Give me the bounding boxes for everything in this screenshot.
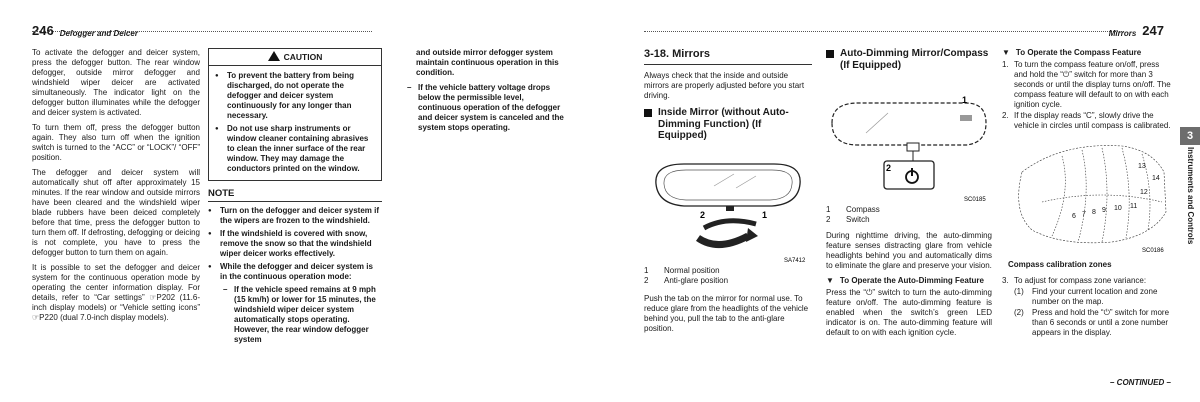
figure-code: SA7412 [784,257,806,264]
compass-steps [1002,60,1172,131]
caution-list [209,66,381,180]
auto-dimming-figure [826,71,992,205]
left-col-1 [32,48,200,328]
compass-substeps [1002,287,1172,338]
figure-label: 2 [886,163,892,173]
note-list [208,206,382,282]
defogger-paragraph-1: To activate the defogger and deicer system, press the defogger button. The rear window defogger, outside mirror defogger and windshield wiper deicer are activated simultaneously. The indicator light on the defogger button illuminates while the defogger and deicer system is activated. [32,48,200,117]
right-header-rule [644,31,1124,32]
compass-zone-map [1002,132,1172,256]
right-running-header [1109,18,1164,38]
auto-dimming-mirror-illustration [826,73,992,205]
compass-zone-map-illustration [1002,132,1172,256]
right-col-1 [644,48,812,339]
left-running-header [32,18,138,38]
note-subitem-b: – If the vehicle battery voltage drops below the permissible level, continuous operation of the defogger and deicer system is canceled and the system stops operating. [404,83,564,133]
note-title: NOTE [208,189,382,202]
note-subitem-a: – If the vehicle speed remains at 9 mph (15 km/h) or lower for 15 minutes, the windshield wiper deicer system automatically stops operating. However, the rear window defogger system [220,285,382,345]
square-bullet-icon [644,109,652,117]
rearview-mirror-illustration [644,144,812,264]
caption-row: 2 Switch [826,215,870,224]
zone-number: 13 [1138,163,1146,170]
down-triangle-icon: ▼ [826,276,834,285]
zone-number: 14 [1152,175,1160,182]
figure-code: SC0185 [964,197,986,203]
caption-row: 2 Anti-glare position [644,275,729,285]
zone-number: 8 [1092,209,1096,216]
compass-op-title: ▼ To Operate the Compass Feature [1002,48,1142,57]
zone-number: 6 [1072,213,1076,220]
chapter-tab-label: Instruments and Controls [1186,147,1195,245]
note-subitem-a-continued: and outside mirror defogger system maintain continuous operation in this condition. [416,48,559,77]
figure-code: SC0186 [1142,248,1164,254]
left-page-number: 246 [32,23,54,38]
right-page [600,0,1200,402]
left-running-head: Defogger and Deicer [59,29,138,38]
square-bullet-icon [826,50,834,58]
defogger-paragraph-2: To turn them off, press the defogger button again. They also turn off when the ignition switch is turned to the “ACC” or “LOCK”/ “OFF” position. [32,123,200,162]
right-page-number: 247 [1142,23,1164,38]
caption-row: 1 Compass [826,205,880,214]
caution-title: CAUTION [209,49,381,66]
compass-step-3: 3. To adjust for compass zone variance: [1002,276,1147,285]
figure-label: 1 [962,95,968,105]
section-title: 3-18. Mirrors [644,48,812,65]
defogger-paragraph-3: The defogger and deicer system will automatically shut off after approximately 15 minutes. If the rear window and outside mirrors have been cleared and the windshield wiper blade rubbers have been deiced completely before that time, press the defogger button to turn them off. If defrosting, defogging or deicing is not complete, you have to press the defogger button to turn them on again. [32,168,200,257]
zone-number: 10 [1114,205,1122,212]
inside-mirror-figure [644,142,812,266]
zone-number: 9 [1102,207,1106,214]
figure-label: 1 [762,209,768,220]
compass-substep: (1) Find your current location and zone number on the map. [1014,287,1158,306]
zone-number: 12 [1140,189,1148,196]
defogger-paragraph-4: It is possible to set the defogger and deicer system for the continuous operation mode by operating the center information display. For details, refer to “Car settings” ☞P202 (11.6-inch display models) or “Vehicle setting icons” ☞P220 (dual 7.0-inch display models). [32,263,200,322]
right-col-2 [826,48,992,343]
down-triangle-icon: ▼ [1002,48,1010,57]
compass-step: 2. If the display reads “C”, slowly drive the vehicle in circles until compass is calibrated. [1002,111,1171,130]
note-item: ● Turn on the defogger and deicer system if the wipers are frozen to the windshield. [208,206,382,226]
mirrors-intro: Always check that the inside and outside mirrors are properly adjusted before you start driving. [644,71,805,100]
left-header-rule [32,31,372,32]
compass-step: 1. To turn the compass feature on/off, press and hold the “⏻” switch for more than 3 seconds or until the display turns on/off. The compass feature will default to on with each ignition cycle. [1002,60,1171,109]
auto-dimming-op-body: Press the “⏻” switch to turn the auto-dimming feature on/off. The auto-dimming feature is enabled when the switch’s green LED indicator is on. The auto-dimming feature will default to on with each ignition cycle. [826,288,992,337]
right-col-3 [1002,48,1172,339]
caution-box [208,48,382,181]
zone-number: 11 [1130,203,1138,210]
auto-dimming-op-title: ▼ To Operate the Auto-Dimming Feature [826,276,984,285]
note-item: ● While the defogger and deicer system is in the continuous operation mode: [208,262,382,282]
continued-label: – CONTINUED – [1110,378,1171,387]
compass-map-caption: Compass calibration zones [1008,260,1112,269]
auto-dimming-captions [826,205,992,225]
right-running-head: Mirrors [1108,29,1137,38]
left-col-3 [404,48,564,133]
zone-number: 7 [1082,211,1086,218]
caption-row: 1 Normal position [644,265,720,275]
left-col-2 [208,48,382,345]
inside-mirror-body: Push the tab on the mirror for normal use. To reduce glare from the headlights of the vehicle behind you, pull the tab to the anti-glare position. [644,293,809,333]
figure-label: 2 [700,209,706,220]
warning-triangle-icon [268,51,280,61]
inside-mirror-captions [644,266,812,286]
chapter-tab-number: 3 [1180,127,1200,145]
caution-item: ● To prevent the battery from being discharged, do not operate the defogger and deicer system continuously for any longer than necessary. [215,71,375,121]
compass-substep: (2) Press and hold the “⏻” switch for more than 6 seconds or until a zone number appears in the display. [1014,308,1170,337]
note-item: ● If the windshield is covered with snow, remove the snow so that the windshield wiper deicer works effectively. [208,229,382,259]
auto-dimming-body: During nighttime driving, the auto-dimming feature senses distracting glare from vehicle headlights behind you and automatically dims to eliminate the glare and preserve your vision. [826,231,992,270]
inside-mirror-title: Inside Mirror (without Auto-Dimming Function) (If Equipped) [644,107,812,142]
auto-dimming-title: Auto-Dimming Mirror/Compass (If Equipped) [826,48,992,71]
caution-item: ● Do not use sharp instruments or window cleaner containing abrasives to clean the inner surface of the rear window. They may damage the conductors printed on the window. [215,124,375,174]
